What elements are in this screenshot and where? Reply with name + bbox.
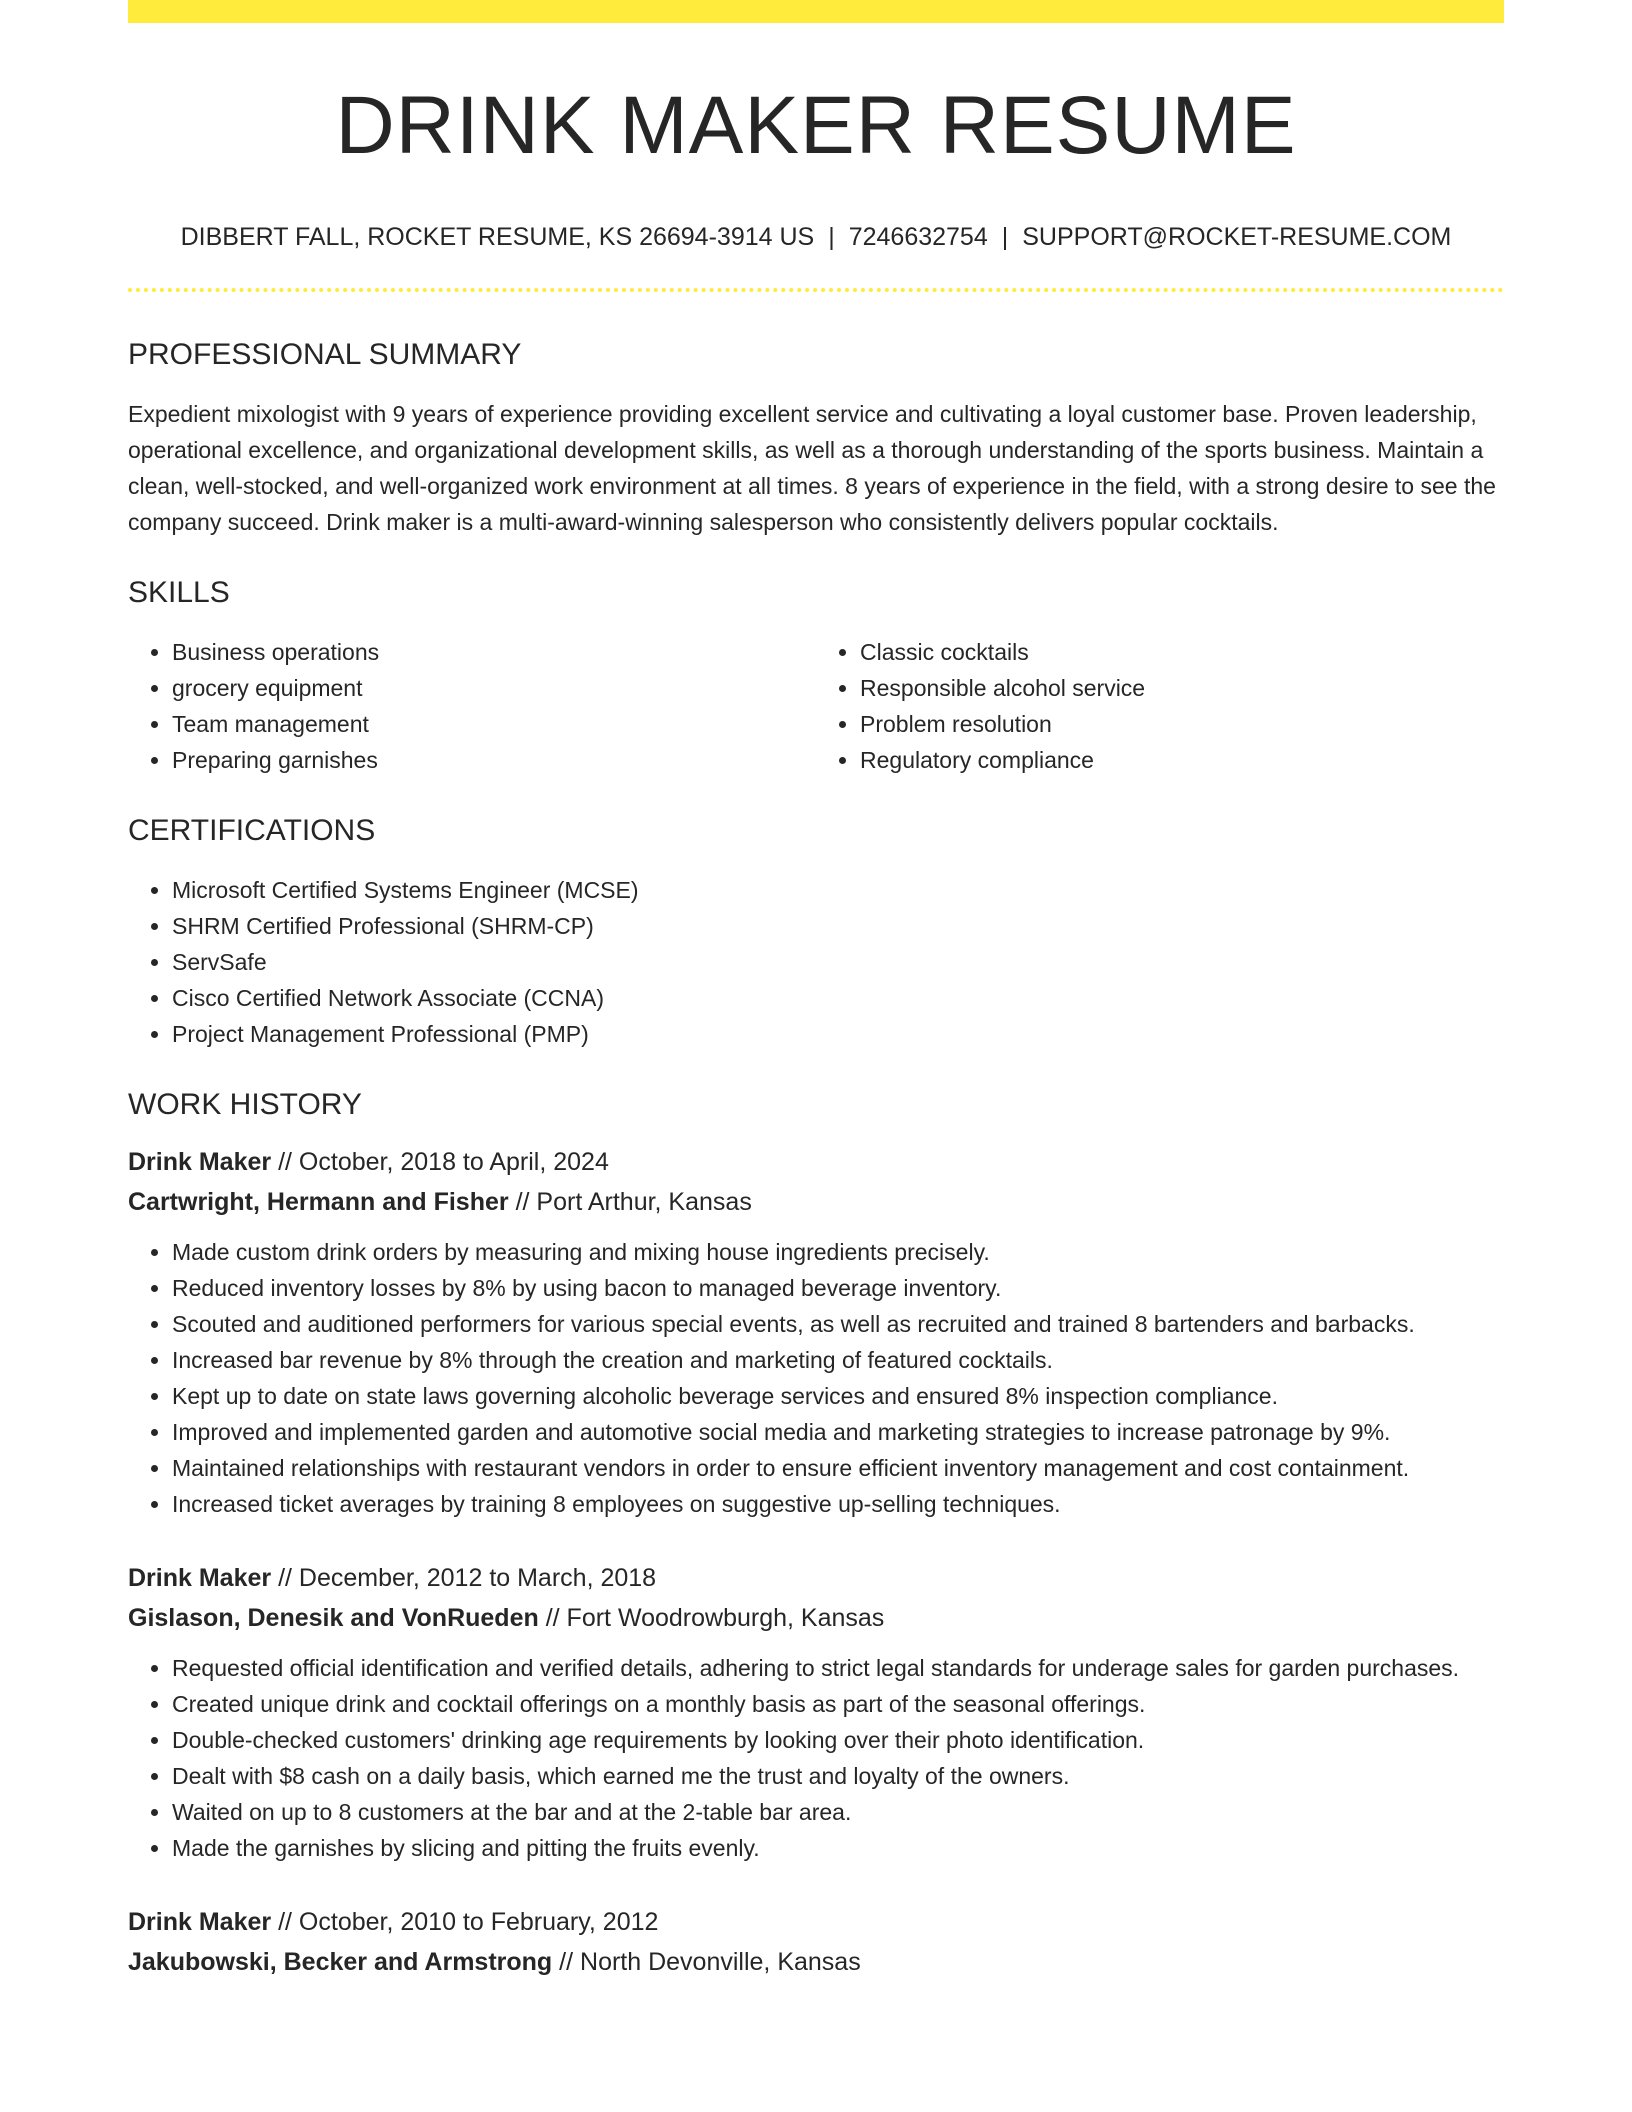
job-location: Port Arthur, Kansas: [536, 1188, 752, 1216]
job-company: Cartwright, Hermann and Fisher: [128, 1188, 509, 1216]
job-entry: [128, 1558, 1504, 1866]
skill-item: • Regulatory compliance: [860, 742, 1504, 778]
job-company: Gislason, Denesik and VonRueden: [128, 1604, 539, 1632]
contact-separator: |: [1001, 223, 1009, 251]
contact-phone: 7246632754: [848, 223, 988, 251]
job-entry: [128, 1142, 1504, 1522]
certification-item: • SHRM Certified Professional (SHRM-CP): [172, 908, 1504, 944]
job-bullet: • Scouted and auditioned performers for various special events, as well as recruited and trained 8 bartenders and barbacks.: [172, 1306, 1504, 1342]
job-bullet: • Maintained relationships with restaurant vendors in order to ensure efficient inventory management and cost containment.: [172, 1450, 1504, 1486]
job-bullets: [128, 1234, 1504, 1522]
resume-title: DRINK MAKER RESUME: [335, 80, 1297, 171]
certification-item: • Microsoft Certified Systems Engineer (MCSE): [172, 872, 1504, 908]
contact-separator: |: [828, 223, 835, 251]
job-title: Drink Maker: [128, 1908, 272, 1936]
job-dates: October, 2018 to April, 2024: [298, 1148, 609, 1176]
certifications-heading: CERTIFICATIONS: [128, 814, 376, 847]
skill-item: • Team management: [172, 706, 816, 742]
certification-item: • Cisco Certified Network Associate (CCNA): [172, 980, 1504, 1016]
job-title-line: [128, 1142, 1504, 1182]
job-title-line: [128, 1558, 1504, 1598]
job-bullet: • Requested official identification and verified details, adhering to strict legal standards for underage sales for garden purchases.: [172, 1650, 1504, 1686]
resume-page: [128, 0, 1504, 1982]
job-location: Fort Woodrowburgh, Kansas: [566, 1604, 885, 1632]
job-separator: //: [271, 1148, 299, 1176]
job-bullets: [128, 1650, 1504, 1866]
job-title-line: [128, 1902, 1504, 1942]
dotted-divider: [128, 288, 1504, 292]
contact-address: DIBBERT FALL, ROCKET RESUME, KS 26694-3914 US: [180, 223, 815, 251]
job-bullet: • Double-checked customers' drinking age requirements by looking over their photo identification.: [172, 1722, 1504, 1758]
skills-grid: [128, 634, 1504, 778]
job-title: Drink Maker: [128, 1148, 272, 1176]
work-section: [128, 1090, 1504, 1982]
summary-heading: PROFESSIONAL SUMMARY: [128, 338, 522, 371]
job-bullet: • Dealt with $8 cash on a daily basis, which earned me the trust and loyalty of the owners.: [172, 1758, 1504, 1794]
job-bullet: • Made the garnishes by slicing and pitting the fruits evenly.: [172, 1830, 1504, 1866]
work-heading: WORK HISTORY: [128, 1088, 362, 1121]
skills-list-left: [128, 634, 816, 778]
job-bullet: • Improved and implemented garden and automotive social media and marketing strategies to increase patronage by 9%.: [172, 1414, 1504, 1450]
job-bullet: • Waited on up to 8 customers at the bar and at the 2-table bar area.: [172, 1794, 1504, 1830]
certification-item: • Project Management Professional (PMP): [172, 1016, 1504, 1052]
accent-bar: [128, 0, 1504, 23]
job-bullet: • Created unique drink and cocktail offerings on a monthly basis as part of the seasonal offerings.: [172, 1686, 1504, 1722]
jobs-list: [128, 1142, 1504, 1982]
job-separator: //: [552, 1948, 581, 1976]
job-bullet: • Made custom drink orders by measuring and mixing house ingredients precisely.: [172, 1234, 1504, 1270]
contact-email: SUPPORT@ROCKET-RESUME.COM: [1022, 223, 1452, 251]
job-company-line: [128, 1942, 1504, 1982]
job-company-line: [128, 1182, 1504, 1222]
certifications-list: [128, 872, 1504, 1052]
job-separator: //: [271, 1564, 299, 1592]
skills-heading: SKILLS: [128, 576, 230, 609]
skill-item: • grocery equipment: [172, 670, 816, 706]
certification-item: • ServSafe: [172, 944, 1504, 980]
job-dates: December, 2012 to March, 2018: [298, 1564, 657, 1592]
job-bullet: • Increased ticket averages by training 8 employees on suggestive up-selling techniques.: [172, 1486, 1504, 1522]
skill-item: • Problem resolution: [860, 706, 1504, 742]
skill-item: • Business operations: [172, 634, 816, 670]
job-bullet: • Increased bar revenue by 8% through the creation and marketing of featured cocktails.: [172, 1342, 1504, 1378]
job-separator: //: [538, 1604, 567, 1632]
summary-text: Expedient mixologist with 9 years of experience providing excellent service and cultivating a loyal customer base. Proven leadership, operational excellence, and organizational development skills, as well as a thorough understanding of the sports business. Maintain a clean, well-stocked, and well-organized work environment at all times. 8 years of experience in the field, with a strong desire to see the company succeed. Drink maker is a multi-award-winning salesperson who consistently delivers popular cocktails.: [128, 401, 1496, 535]
job-company: Jakubowski, Becker and Armstrong: [128, 1948, 553, 1976]
job-bullet: • Kept up to date on state laws governing alcoholic beverage services and ensured 8% inspection compliance.: [172, 1378, 1504, 1414]
job-entry: [128, 1902, 1504, 1982]
job-separator: //: [508, 1188, 537, 1216]
skill-item: • Responsible alcohol service: [860, 670, 1504, 706]
job-company-line: [128, 1598, 1504, 1638]
skill-item: • Classic cocktails: [860, 634, 1504, 670]
certifications-section: [128, 816, 1504, 1052]
summary-section: [128, 340, 1504, 540]
skill-item: • Preparing garnishes: [172, 742, 816, 778]
job-dates: October, 2010 to February, 2012: [298, 1908, 659, 1936]
skills-list-right: [816, 634, 1504, 778]
job-title: Drink Maker: [128, 1564, 272, 1592]
contact-line: [128, 225, 1504, 250]
job-bullet: • Reduced inventory losses by 8% by using bacon to managed beverage inventory.: [172, 1270, 1504, 1306]
job-separator: //: [271, 1908, 299, 1936]
skills-section: [128, 578, 1504, 778]
job-location: North Devonville, Kansas: [580, 1948, 861, 1976]
